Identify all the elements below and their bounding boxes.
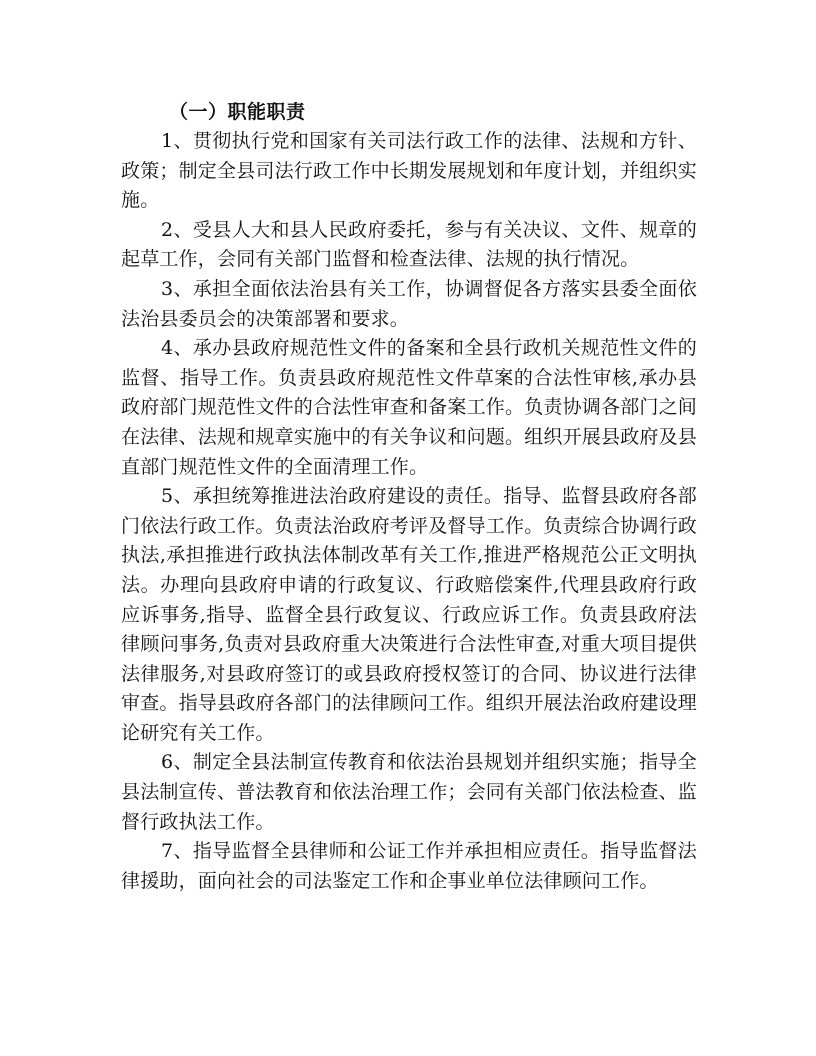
paragraph-5: 5、承担统筹推进法治政府建设的责任。指导、监督县政府各部门依法行政工作。负责法治政府考评及督导工作。负责综合协调行政执法,承担推进行政执法体制改革有关工作,推进严格规范公正文明执法。办理向县政府申请的行政复议、行政赔偿案件,代理县政府行政应诉事务,指导、监督全县行政复议、行政应诉工作。负责县政府法律顾问事务,负责对县政府重大决策进行合法性审查,对重大项目提供法律服务,对县政府签订的或县政府授权签订的合同、协议进行法律审查。指导县政府各部门的法律顾问工作。组织开展法治政府建设理论研究有关工作。 [121, 485, 698, 744]
paragraph-6: 6、制定全县法制宣传教育和依法治县规划并组织实施；指导全县法制宣传、普法教育和依法治理工作；会同有关部门依法检查、监督行政执法工作。 [121, 751, 698, 833]
paragraph-3: 3、承担全面依法治县有关工作，协调督促各方落实县委全面依法治县委员会的决策部署和要求。 [121, 277, 697, 330]
document-page [121, 97, 697, 896]
paragraph-1: 1、贯彻执行党和国家有关司法行政工作的法律、法规和方针、政策；制定全县司法行政工作中长期发展规划和年度计划，并组织实施。 [121, 130, 698, 212]
paragraph-4: 4、承办县政府规范性文件的备案和全县行政机关规范性文件的监督、指导工作。负责县政府规范性文件草案的合法性审核,承办县政府部门规范性文件的合法性审查和备案工作。负责协调各部门之间在法律、法规和规章实施中的有关争议和问题。组织开展县政府及县直部门规范性文件的全面清理工作。 [121, 337, 698, 478]
paragraph-2: 2、受县人大和县人民政府委托，参与有关决议、文件、规章的起草工作，会同有关部门监督和检查法律、法规的执行情况。 [121, 218, 697, 271]
section-heading: （一）职能职责 [169, 101, 306, 123]
paragraph-7: 7、指导监督全县律师和公证工作并承担相应责任。指导监督法律援助，面向社会的司法鉴定工作和企事业单位法律顾问工作。 [121, 840, 697, 892]
